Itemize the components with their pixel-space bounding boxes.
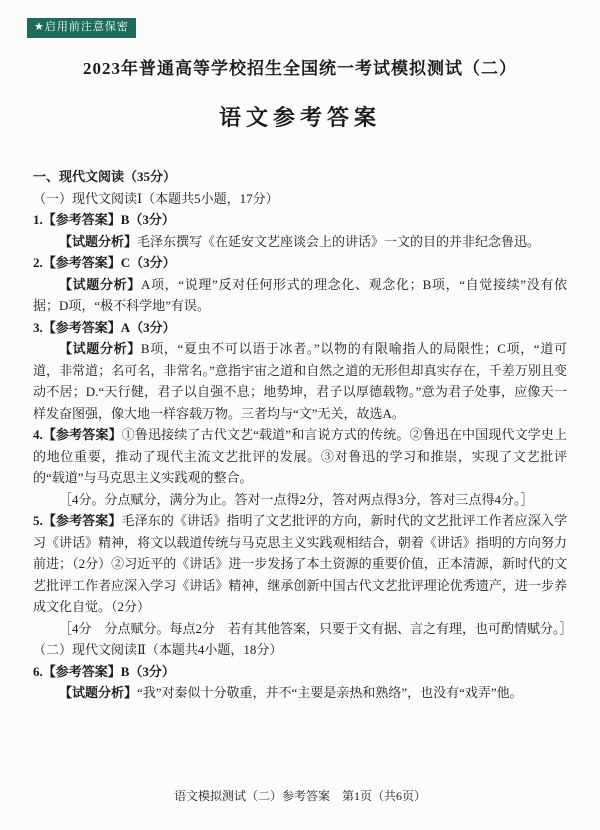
section-heading: [33, 166, 567, 188]
document-subtitle: 语文参考答案: [218, 105, 381, 130]
subsection-text: （一）现代文阅读Ⅰ（本题共5小题，17分）: [33, 190, 279, 206]
page-footer: 语文模拟测试（二）参考答案 第1页（共6页）: [173, 789, 426, 803]
scoring-note: [33, 618, 573, 640]
answer-label: 1.【参考答案】B（3分）: [33, 212, 175, 227]
section-heading-label: 一、现代文阅读（35分）: [33, 169, 177, 184]
document-body: [33, 166, 573, 704]
answer-item: [33, 317, 567, 339]
analysis-text: “我”对秦似十分敬重，并不“主要是亲热和熟络”，也没有“戏弄”他。: [137, 685, 523, 700]
answer-item: [33, 209, 567, 231]
scoring-note-text: ［4分。分点赋分，满分为止。答对一点得2分，答对两点得3分，答对三点得4分。］: [59, 491, 534, 507]
answer-item: [33, 252, 567, 274]
answer-label: 4.【参考答案】: [33, 427, 122, 442]
scoring-note-text: ［4分 分点赋分。每点2分 若有其他答案，只要于文有据、言之有理，也可酌情赋分。］: [59, 620, 573, 636]
document-title: 2023年普通高等学校招生全国统一考试模拟测试（二）: [83, 59, 517, 78]
subsection-heading: [33, 639, 567, 661]
answer-item: [33, 424, 567, 489]
answer-label: 2.【参考答案】C（3分）: [33, 255, 176, 270]
answer-label: 6.【参考答案】B（3分）: [33, 663, 175, 679]
confidential-badge: ★启用前注意保密: [27, 18, 136, 38]
analysis-item: [33, 274, 567, 317]
scoring-note: [33, 489, 567, 511]
answer-item: [33, 661, 567, 683]
analysis-item: [33, 682, 567, 704]
analysis-text: A项，“说理”反对任何形式的理念化、观念化；B项，“自觉接续”没有依据；D项，“极不科学地”有误。: [33, 276, 567, 313]
answer-item: [33, 510, 567, 618]
subsection-text: （二）现代文阅读Ⅱ（本题共4小题，18分）: [33, 642, 283, 657]
analysis-item: [33, 231, 567, 253]
answer-label: 5.【参考答案】: [33, 513, 122, 528]
analysis-label: 【试题分析】: [59, 233, 138, 249]
analysis-label: 【试题分析】: [59, 341, 141, 356]
subsection-heading: [33, 188, 567, 210]
analysis-text: B项，“夏虫不可以语于冰者。”以物的有限喻指人的局限性；C项，“道可道，非常道；名可名，非常名。”意指宇宙之道和自然之道的无形但却真实存在，千差万别且变动不居；D.“天行健，君子以自强不息；地势坤，君子以厚德载物。”意为君子处事，应像天一样发奋图强，像大地一样容载万物。三者均与“文”无关，故选A。: [33, 341, 567, 421]
analysis-label: 【试题分析】: [59, 685, 138, 700]
analysis-label: 【试题分析】: [59, 276, 141, 292]
analysis-item: [33, 338, 567, 424]
answer-text: 毛泽东的《讲话》指明了文艺批评的方向，新时代的文艺批评工作者应深入学习《讲话》精神，将文以载道传统与马克思主义实践观相结合，朝着《讲话》指明的方向努力前进；（2分）②习近平的《讲话》进一步发扬了本土资源的重要价值，正本清源，新时代的文艺批评工作者应深入学习《讲话》精神，继承创新中国古代文艺批评理论优秀遗产，进一步养成文化自觉。（2分）: [33, 513, 567, 614]
analysis-text: 毛泽东撰写《在延安文艺座谈会上的讲话》一文的目的并非纪念鲁迅。: [137, 233, 541, 249]
answer-text: ①鲁迅接续了古代文艺“载道”和言说方式的传统。②鲁迅在中国现代文学史上的地位重要，推动了现代主流文艺批评的发展。③对鲁迅的学习和推崇，实现了文艺批评的“载道”与马克思主义实践观的整合。: [33, 427, 567, 485]
answer-label: 3.【参考答案】A（3分）: [33, 319, 176, 335]
